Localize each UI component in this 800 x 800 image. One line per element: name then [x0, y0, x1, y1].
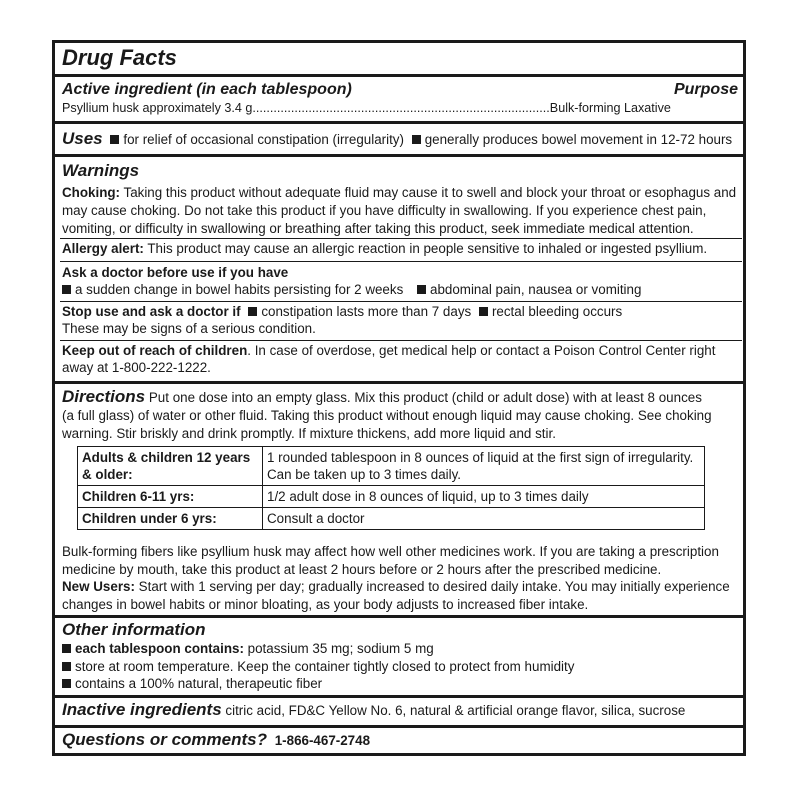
inactive-text: citric acid, FD&C Yellow No. 6, natural & artificial orange flavor, silica, sucrose	[225, 703, 686, 718]
other-info-heading: Other information	[62, 620, 206, 639]
keep-label: Keep out of reach of children	[62, 343, 248, 358]
divider	[60, 238, 742, 239]
inactive-heading: Inactive ingredients	[62, 700, 222, 719]
other-info-label: each tablespoon contains:	[75, 641, 244, 656]
ask-item: abdominal pain, nausea or vomiting	[430, 282, 642, 297]
stop-item: rectal bleeding occurs	[491, 304, 623, 319]
inactive-ingredients	[62, 701, 685, 720]
dose-text: 1 rounded tablespoon in 8 ounces of liquid at the first sign of irregularity.	[267, 450, 694, 465]
keep-out-reach	[62, 342, 715, 360]
page-title: Drug Facts	[62, 45, 177, 70]
divider	[55, 154, 743, 157]
uses-section	[62, 130, 732, 149]
new-users	[62, 578, 730, 596]
table-cell: Children 6-11 yrs:	[78, 486, 263, 508]
new-users-text: Start with 1 serving per day; gradually increased to desired daily intake. You may initially experience	[138, 579, 730, 594]
divider	[60, 301, 742, 302]
bullet-icon	[62, 662, 71, 671]
table-cell	[263, 447, 705, 486]
ask-item: a sudden change in bowel habits persisting for 2 weeks	[75, 282, 404, 297]
directions-text: warning. Stir briskly and drink promptly. If mixture thickens, add more liquid and stir.	[62, 426, 556, 441]
stop-label: Stop use and ask a doctor if	[62, 304, 241, 319]
divider	[55, 725, 743, 728]
dose-text: Can be taken up to 3 times daily.	[267, 467, 462, 482]
choking-label: Choking:	[62, 185, 121, 200]
dosage-table	[77, 446, 705, 530]
uses-heading: Uses	[62, 129, 103, 148]
divider	[60, 340, 742, 341]
other-info-item	[62, 658, 574, 676]
stop-item: constipation lasts more than 7 days	[261, 304, 472, 319]
bullet-icon	[417, 285, 426, 294]
ask-doctor-heading: Ask a doctor before use if you have	[62, 265, 289, 280]
bullet-icon	[479, 307, 488, 316]
allergy-alert	[62, 240, 707, 258]
bullet-icon	[110, 135, 119, 144]
questions-heading: Questions or comments?	[62, 730, 267, 749]
allergy-label: Allergy alert:	[62, 241, 144, 256]
bullet-icon	[62, 644, 71, 653]
choking-text: may cause choking. Do not take this product if you have difficulty in swallowing. If you experience chest pain,	[62, 203, 707, 218]
uses-item: generally produces bowel movement in 12-72 hours	[424, 132, 733, 147]
questions-section	[62, 731, 370, 750]
other-info-item	[62, 675, 322, 693]
table-cell: Children under 6 yrs:	[78, 508, 263, 530]
other-info-text: contains a 100% natural, therapeutic fiber	[75, 676, 323, 691]
table-cell: Consult a doctor	[263, 508, 705, 530]
phone-number[interactable]: 1-866-467-2748	[274, 733, 371, 748]
stop-use	[62, 303, 622, 321]
bullet-icon	[248, 307, 257, 316]
purpose-heading: Purpose	[673, 81, 738, 98]
other-info-text: store at room temperature. Keep the container tightly closed to protect from humidity	[75, 659, 575, 674]
new-users-label: New Users:	[62, 579, 135, 594]
allergy-text: This product may cause an allergic reaction in people sensitive to inhaled or ingested psyllium.	[147, 241, 708, 256]
choking-warning	[62, 184, 736, 202]
stop-text: These may be signs of a serious condition.	[62, 321, 316, 336]
new-users-text: changes in bowel habits or minor bloating, as your body adjusts to increased fiber intake.	[62, 597, 589, 612]
fiber-note: Bulk-forming fibers like psyllium husk may affect how well other medicines work. If you are taking a prescription	[62, 544, 719, 559]
other-info-item	[62, 640, 434, 658]
directions-intro	[62, 388, 702, 407]
directions-text: (a full glass) of water or other fluid. Taking this product without enough liquid may cause choking. See choking	[62, 408, 712, 423]
other-info-text: potassium 35 mg; sodium 5 mg	[247, 641, 434, 656]
directions-text: Put one dose into an empty glass. Mix this product (child or adult dose) with at least 8 ounces	[148, 390, 702, 405]
active-ingredient-heading: Active ingredient (in each tablespoon)	[62, 81, 352, 98]
divider	[55, 74, 743, 77]
active-ingredient-line: Psyllium husk approximately 3.4 g.....................................................................................Bulk-forming Laxative	[62, 101, 671, 115]
table-row	[78, 508, 705, 530]
ask-doctor-items	[62, 281, 641, 299]
warnings-heading: Warnings	[62, 161, 140, 180]
divider	[60, 261, 742, 262]
bullet-icon	[62, 679, 71, 688]
choking-text: vomiting, or difficulty in swallowing or breathing after taking this product, seek immediate medical attention.	[62, 221, 694, 236]
table-row	[78, 486, 705, 508]
bullet-icon	[412, 135, 421, 144]
table-cell: 1/2 adult dose in 8 ounces of liquid, up to 3 times daily	[263, 486, 705, 508]
directions-heading: Directions	[62, 387, 146, 406]
divider	[55, 121, 743, 124]
uses-item: for relief of occasional constipation (irregularity)	[123, 132, 404, 147]
choking-text: Taking this product without adequate fluid may cause it to swell and block your throat or esophagus and	[123, 185, 737, 200]
table-cell: Adults & children 12 years & older:	[78, 447, 263, 486]
keep-text: away at 1-800-222-1222.	[62, 360, 211, 375]
divider	[55, 615, 743, 618]
divider	[55, 381, 743, 384]
bullet-icon	[62, 285, 71, 294]
fiber-note: medicine by mouth, take this product at least 2 hours before or 2 hours after the prescribed medicine.	[62, 562, 662, 577]
table-row	[78, 447, 705, 486]
keep-text: . In case of overdose, get medical help or contact a Poison Control Center right	[247, 343, 716, 358]
divider	[55, 695, 743, 698]
